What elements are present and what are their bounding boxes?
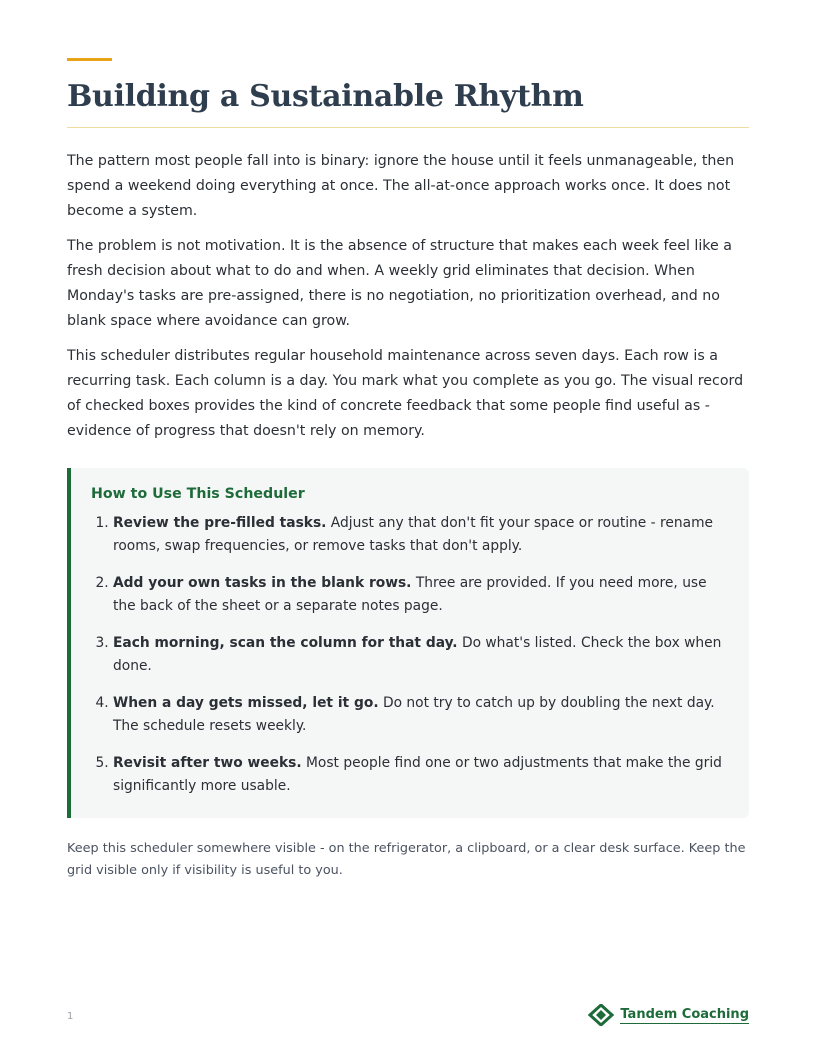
footer-note: Keep this scheduler somewhere visible - on the refrigerator, a clipboard, or a clear desk surface. Keep the grid visible only if visibility is useful to you. bbox=[67, 841, 746, 878]
paragraph-1: The pattern most people fall into is binary: ignore the house until it feels unmanageable, then spend a weekend doing everything at once. The all-at-once approach works once. It does not become a system. bbox=[67, 153, 735, 219]
step-text: Three are provided. If you need more, use the back of the sheet or a separate notes page. bbox=[113, 575, 707, 614]
step-item bbox=[113, 752, 729, 798]
step-item bbox=[113, 512, 729, 558]
diamond-logo-icon bbox=[588, 1004, 614, 1026]
title-accent-bar bbox=[67, 58, 112, 61]
paragraph-3: This scheduler distributes regular household maintenance across seven days. Each row is a recurring task. Each column is a day. You mark what you complete as you go. The visual record of checked boxes provides the kind of concrete feedback that some people find useful as - evidence of progress that doesn't rely on memory. bbox=[67, 348, 744, 439]
step-text: Do not try to catch up by doubling the next day. The schedule resets weekly. bbox=[113, 695, 715, 734]
intro-body bbox=[67, 149, 749, 444]
step-text: Most people find one or two adjustments that make the grid significantly more usable. bbox=[113, 755, 722, 794]
step-lead: Add your own tasks in the blank rows. bbox=[113, 575, 412, 591]
page-title: Building a Sustainable Rhythm bbox=[67, 79, 584, 114]
page-number: 1 bbox=[67, 1011, 74, 1022]
brand-name: Tandem Coaching bbox=[620, 1006, 749, 1022]
step-item bbox=[113, 632, 729, 678]
brand-logo bbox=[588, 1004, 749, 1026]
paragraph-2: The problem is not motivation. It is the absence of structure that makes each week feel like a fresh decision about what to do and when. A weekly grid eliminates that decision. When Monday's tasks are pre-assigned, there is no negotiation, no prioritization overhead, and no blank space where avoidance can grow. bbox=[67, 238, 732, 329]
page-content bbox=[67, 58, 749, 895]
step-text: Do what's listed. Check the box when done. bbox=[113, 635, 722, 674]
steps-list bbox=[91, 512, 729, 798]
callout-heading: How to Use This Scheduler bbox=[91, 486, 305, 502]
step-lead: Review the pre-filled tasks. bbox=[113, 515, 327, 531]
step-lead: Each morning, scan the column for that day. bbox=[113, 635, 458, 651]
instructions-callout bbox=[67, 468, 749, 818]
title-divider bbox=[67, 127, 749, 128]
step-lead: When a day gets missed, let it go. bbox=[113, 695, 379, 711]
step-lead: Revisit after two weeks. bbox=[113, 755, 302, 771]
step-item bbox=[113, 572, 729, 618]
step-text: Adjust any that don't fit your space or routine - rename rooms, swap frequencies, or remove tasks that don't apply. bbox=[113, 515, 714, 554]
step-item bbox=[113, 692, 729, 738]
